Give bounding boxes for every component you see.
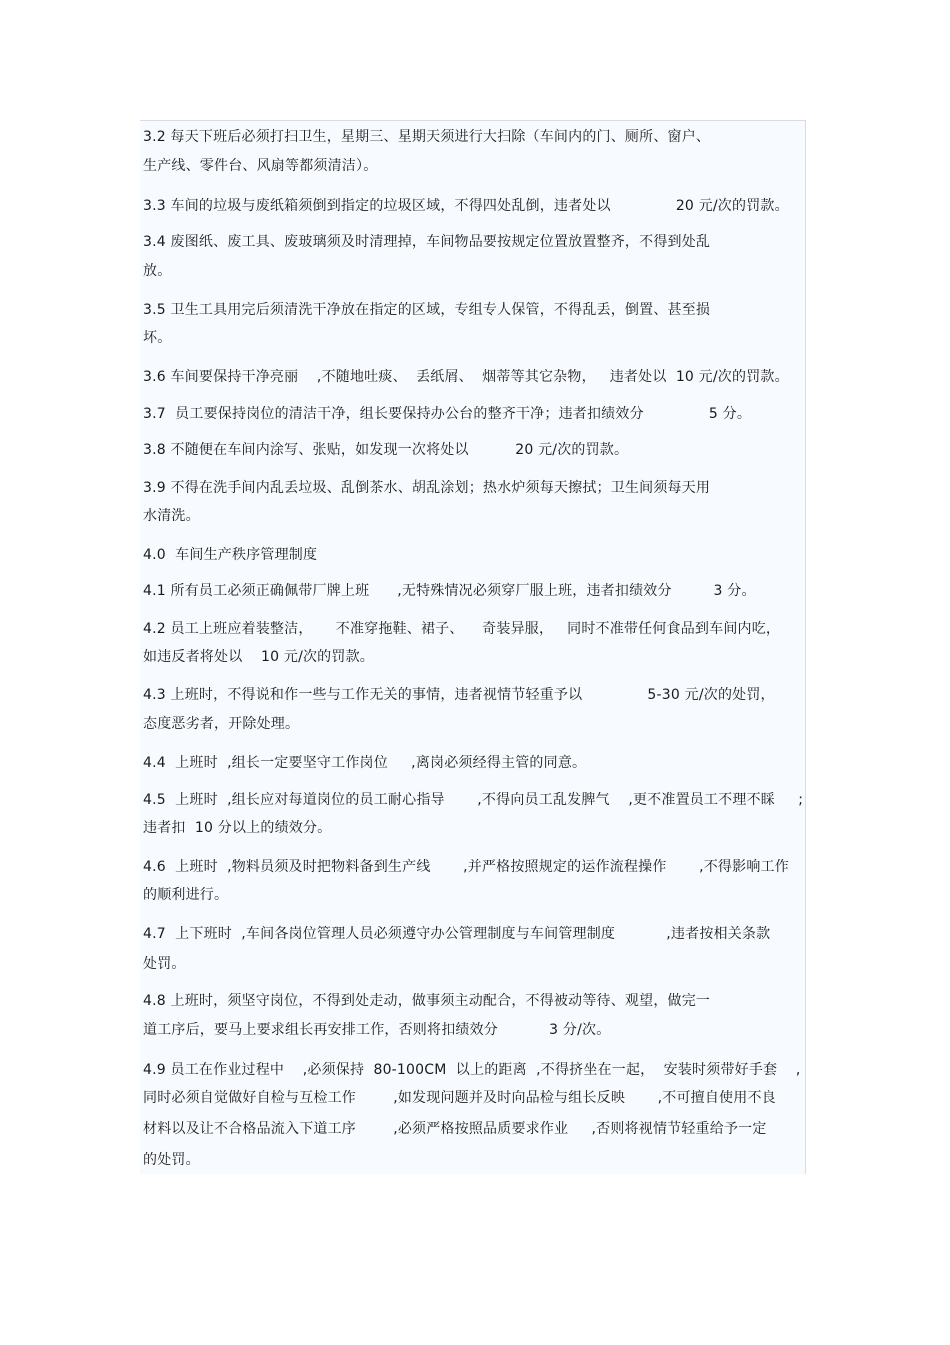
text-line: 处罚。 [143, 956, 186, 972]
text-line: 3.4 废图纸、废工具、废玻璃须及时清理掉，车间物品要按规定位置放置整齐，不得到处乱 [143, 234, 711, 250]
text-line: 如违反者将处以 10 元/次的罚款。 [143, 649, 374, 665]
text-line: 4.7 上下班时 ,车间各岗位管理人员必须遵守办公管理制度与车间管理制度 ,违者按相关条款 [143, 926, 771, 942]
text-line: 4.4 上班时 ,组长一定要坚守工作岗位 ,离岗必须经得主管的同意。 [143, 755, 587, 771]
text-line: 放。 [143, 263, 172, 279]
text-line: 材料以及让不合格品流入下道工序 ,必须严格按照品质要求作业 ,否则将视情节轻重给予一定 [143, 1121, 767, 1137]
text-line: 3.8 不随便在车间内涂写、张贴，如发现一次将处以 20 元/次的罚款。 [143, 442, 629, 458]
text-line: 违者扣 10 分以上的绩效分。 [143, 820, 332, 836]
text-line: 的顺利进行。 [143, 887, 229, 903]
text-line: 3.9 不得在洗手间内乱丢垃圾、乱倒茶水、胡乱涂划；热水炉须每天擦拭；卫生间须每天用 [143, 480, 711, 496]
text-line: 4.6 上班时 ,物料员须及时把物料备到生产线 ,并严格按照规定的运作流程操作 ,不得影响工作 [143, 859, 789, 875]
text-line: 生产线、零件台、风扇等都须清洁）。 [143, 158, 378, 174]
text-line: 态度恶劣者，开除处理。 [143, 716, 300, 732]
text-line: 水清洗。 [143, 508, 200, 524]
text-line: 4.5 上班时 ,组长应对每道岗位的员工耐心指导 ,不得向员工乱发脾气 ,更不准置员工不理不睬 ; [143, 792, 804, 808]
text-line: 3.2 每天下班后必须打扫卫生，星期三、星期天须进行大扫除（车间内的门、厕所、窗户、 [143, 129, 711, 145]
text-line: 4.9 员工在作业过程中 ,必须保持 80-100CM 以上的距离 ,不得挤坐在一起， 安装时须带好手套 , [143, 1062, 801, 1078]
text-line: 4.2 员工上班应着装整洁， 不准穿拖鞋、裙子、 奇装异服， 同时不准带任何食品到车间内吃， [143, 621, 781, 637]
text-line: 坏。 [143, 330, 172, 346]
text-line: 4.3 上班时，不得说和作一些与工作无关的事情，违者视情节轻重予以 5-30 元/次的处罚， [143, 687, 775, 703]
text-line: 道工序后，要马上要求组长再安排工作，否则将扣绩效分 3 分/次。 [143, 1022, 611, 1038]
text-line: 3.6 车间要保持干净亮丽 ,不随地吐痰、 丢纸屑、 烟蒂等其它杂物， 违者处以 10 元/次的罚款。 [143, 369, 789, 385]
text-line: 同时必须自觉做好自检与互检工作 ,如发现问题并及时向品检与组长反映 ,不可擅自使用不良 [143, 1090, 776, 1106]
text-line: 4.8 上班时，须坚守岗位，不得到处走动，做事须主动配合，不得被动等待、观望，做完一 [143, 993, 711, 1009]
text-line: 3.7 员工要保持岗位的清洁干净，组长要保持办公台的整齐干净；违者扣绩效分 5 分。 [143, 406, 752, 422]
text-line: 4.1 所有员工必须正确佩带厂牌上班 ,无特殊情况必须穿厂服上班，违者扣绩效分 3 分。 [143, 583, 756, 599]
text-line: 的处罚。 [143, 1152, 200, 1168]
section-heading: 4.0 车间生产秩序管理制度 [143, 547, 318, 563]
text-line: 3.5 卫生工具用完后须清洗干净放在指定的区域，专组专人保管，不得乱丢，倒置、甚至损 [143, 302, 711, 318]
document-page-panel [140, 120, 806, 1174]
text-line: 3.3 车间的垃圾与废纸箱须倒到指定的垃圾区域，不得四处乱倒，违者处以 20 元/次的罚款。 [143, 198, 789, 214]
